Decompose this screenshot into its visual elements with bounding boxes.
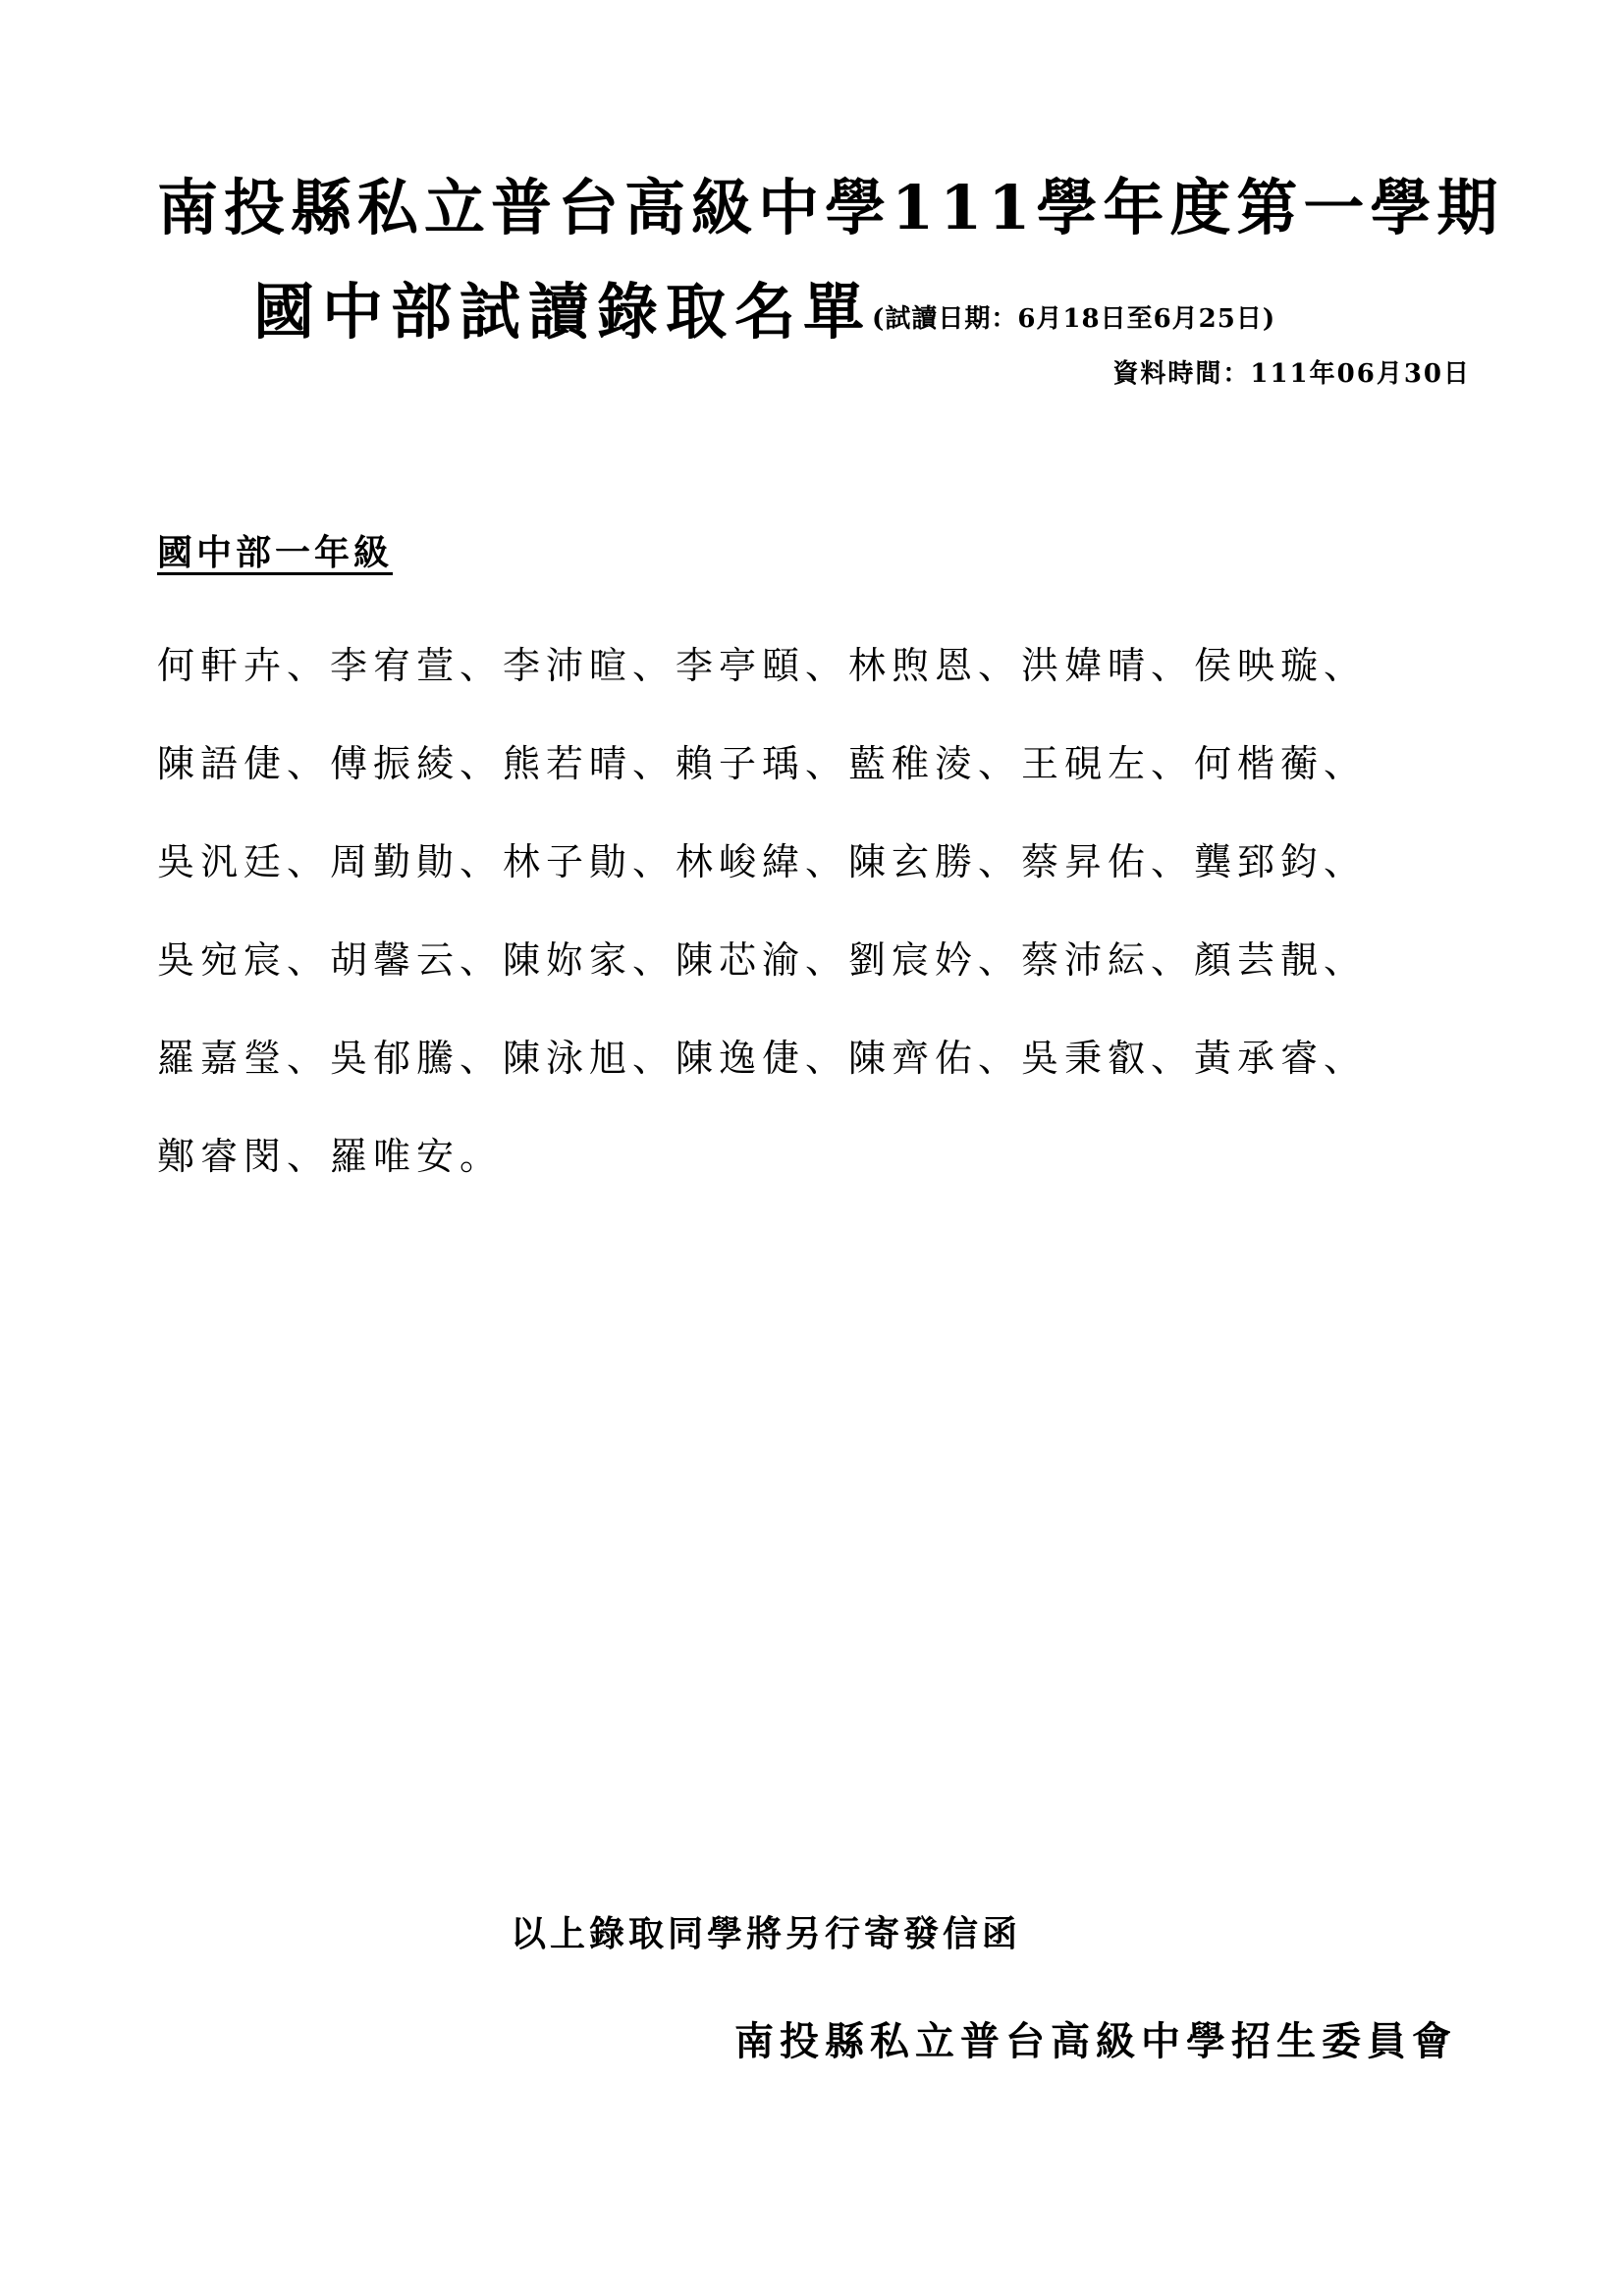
name-line: 吳汎廷、周勤勛、林子勛、林峻緯、陳玄勝、蔡昇佑、龔郅鈞、: [157, 840, 1368, 883]
notice-text: 以上錄取同學將另行寄發信函: [511, 1913, 1022, 1954]
name-line: 陳語倢、傅振綾、熊若晴、賴子瑀、藍稚淩、王硯左、何楷蘅、: [157, 742, 1368, 785]
section-heading: 國中部一年級: [157, 532, 394, 573]
document-title: 南投縣私立普台高級中學111學年度第一學期: [157, 172, 1504, 243]
name-line: 何軒卉、李宥萱、李沛暄、李亭頤、林煦恩、洪媁晴、侯映璇、: [157, 644, 1368, 687]
name-line: 鄭睿閔、羅唯安。: [157, 1135, 504, 1178]
trial-period: (試讀日期：6月18日至6月25日): [872, 304, 1276, 334]
data-time: 資料時間：111年06月30日: [1112, 359, 1471, 389]
list-title: 國中部試讀錄取名單: [253, 276, 873, 347]
name-line: 吳宛宸、胡馨云、陳妳家、陳芯渝、劉宸妗、蔡沛紜、顏芸靚、: [157, 938, 1368, 982]
name-line: 羅嘉瑩、吳郁騰、陳泳旭、陳逸倢、陳齊佑、吳秉叡、黃承睿、: [157, 1037, 1368, 1080]
committee-signature: 南投縣私立普台高級中學招生委員會: [734, 2018, 1457, 2064]
name-list: [157, 616, 1492, 1205]
